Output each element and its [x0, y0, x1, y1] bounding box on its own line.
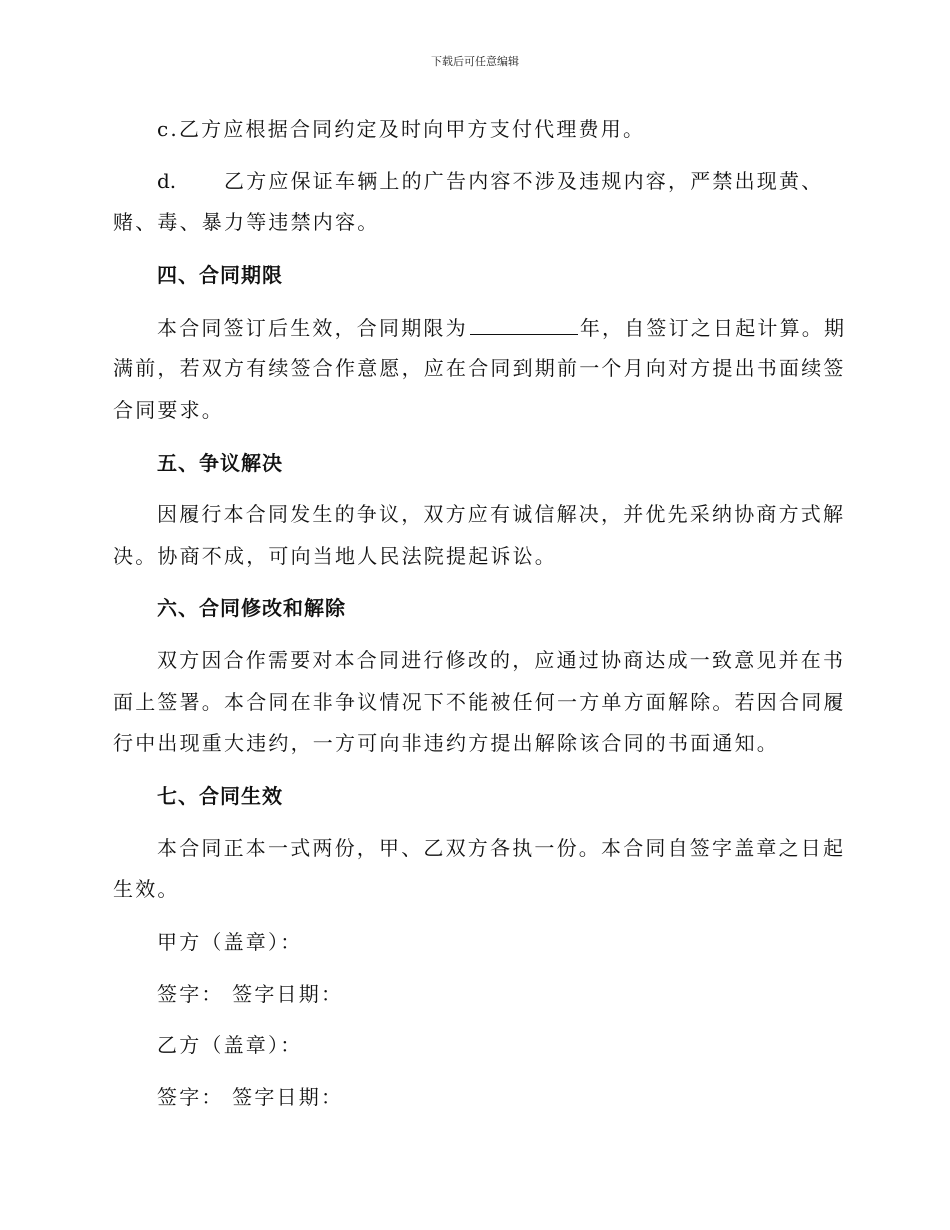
- clause-c: c.乙方应根据合同约定及时向甲方支付代理费用。: [157, 117, 646, 141]
- clause-d-label: d.: [157, 169, 177, 193]
- clause-d-text: 乙方应保证车辆上的广告内容不涉及违规内容，严禁出现黄、: [224, 169, 824, 193]
- section4-line3: 合同要求。: [113, 398, 224, 422]
- section6-line1: 双方因合作需要对本合同进行修改的，应通过协商达成一致意见并在书: [157, 648, 846, 672]
- section7-line2: 生效。: [113, 877, 180, 901]
- page-header: 下载后可任意编辑: [431, 55, 519, 68]
- section4-line2: 满前，若双方有续签合作意愿，应在合同到期前一个月向对方提出书面续签: [113, 356, 846, 380]
- section6-line3: 行中出现重大违约，一方可向非违约方提出解除该合同的书面通知。: [113, 731, 779, 755]
- section6-title: 六、合同修改和解除: [157, 596, 346, 620]
- party-a-seal-label: 甲方（盖章）：: [157, 930, 303, 954]
- party-b-seal-label: 乙方（盖章）：: [157, 1033, 303, 1057]
- term-years-blank: [470, 314, 578, 335]
- section7-title: 七、合同生效: [157, 784, 283, 808]
- section4-title: 四、合同期限: [157, 263, 283, 287]
- clause-d-line1: [157, 168, 823, 194]
- section5-title: 五、争议解决: [157, 451, 283, 475]
- section4-line1-after: 年，自签订之日起计算。期: [579, 316, 847, 340]
- party-b-signature-label: 签字： 签字日期：: [157, 1085, 344, 1109]
- party-a-signature-label: 签字： 签字日期：: [157, 982, 344, 1006]
- clause-d-line2: 赌、毒、暴力等违禁内容。: [113, 210, 380, 234]
- section4-line1: [157, 314, 846, 341]
- section7-line1: 本合同正本一式两份，甲、乙双方各执一份。本合同自签字盖章之日起: [157, 836, 846, 860]
- section4-line1-before: 本合同签订后生效，合同期限为: [157, 316, 468, 340]
- section5-line2: 决。协商不成，可向当地人民法院提起诉讼。: [113, 544, 557, 568]
- section5-line1: 因履行本合同发生的争议，双方应有诚信解决，并优先采纳协商方式解: [157, 502, 846, 526]
- section6-line2: 面上签署。本合同在非争议情况下不能被任何一方单方面解除。若因合同履: [113, 690, 846, 714]
